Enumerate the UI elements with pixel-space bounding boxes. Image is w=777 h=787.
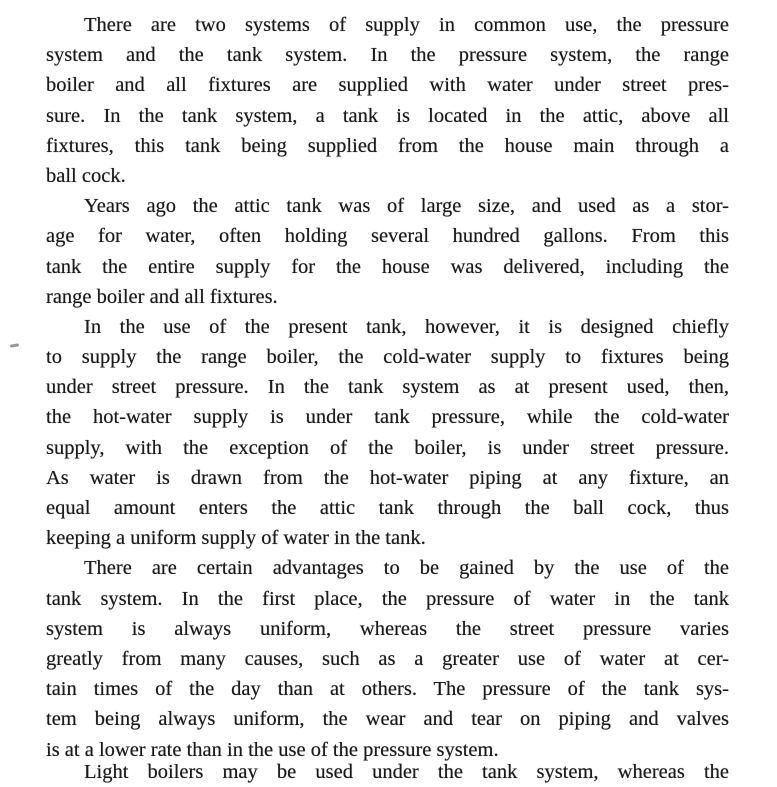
text-line: supply, with the exception of the boiler, is under street pressure. — [46, 436, 729, 459]
text-line: system and the tank system. In the pressure system, the range — [46, 44, 729, 67]
text-line: age for water, often holding several hundred gallons. From this — [46, 225, 729, 248]
text-line: equal amount enters the attic tank through the ball cock, thus — [46, 497, 729, 519]
text-line: tank the entire supply for the house was delivered, including the — [46, 255, 729, 278]
text-line: ball cock. — [46, 164, 126, 187]
text-column — [46, 10, 729, 765]
text-line: tem being always uniform, the wear and tear on piping and valves — [46, 708, 729, 731]
text-line: under street pressure. In the tank system as at present used, then, — [46, 376, 729, 399]
paragraph-1 — [46, 10, 729, 191]
paragraph-4 — [46, 553, 729, 764]
text-line: As water is drawn from the hot-water piping at any fixture, an — [46, 466, 729, 489]
text-line: keeping a uniform supply of water in the tank. — [46, 527, 426, 550]
text-line: to supply the range boiler, the cold-water supply to fixtures being — [46, 346, 729, 369]
text-line: greatly from many causes, such as a greater use of water at cer- — [46, 647, 729, 670]
text-line: There are certain advantages to be gained by the use of the — [84, 557, 729, 580]
text-line: is at a lower rate than in the use of the pressure system. — [46, 738, 499, 761]
text-line: system is always uniform, whereas the street pressure varies — [46, 617, 729, 640]
text-line: tank system. In the first place, the pressure of water in the tank — [46, 587, 729, 610]
text-line: range boiler and all fixtures. — [46, 285, 278, 308]
paragraph-3 — [46, 312, 729, 554]
text-line: Years ago the attic tank was of large size, and used as a stor- — [84, 195, 729, 218]
paragraph-2 — [46, 191, 729, 312]
clipped-text-line: Light boilers may be used under the tank system, whereas the — [84, 761, 729, 783]
text-line: sure. In the tank system, a tank is located in the attic, above all — [46, 104, 729, 127]
text-line: There are two systems of supply in common use, the pressure — [84, 14, 729, 36]
text-line: the hot-water supply is under tank pressure, while the cold-water — [46, 406, 729, 429]
text-line: fixtures, this tank being supplied from the house main through a — [46, 134, 729, 157]
text-line: In the use of the present tank, however, it is designed chiefly — [84, 315, 729, 338]
text-line: boiler and all fixtures are supplied with water under street pres- — [46, 74, 729, 97]
text-line: tain times of the day than at others. The pressure of the tank sys- — [46, 678, 729, 701]
margin-mark-artifact — [10, 343, 19, 348]
